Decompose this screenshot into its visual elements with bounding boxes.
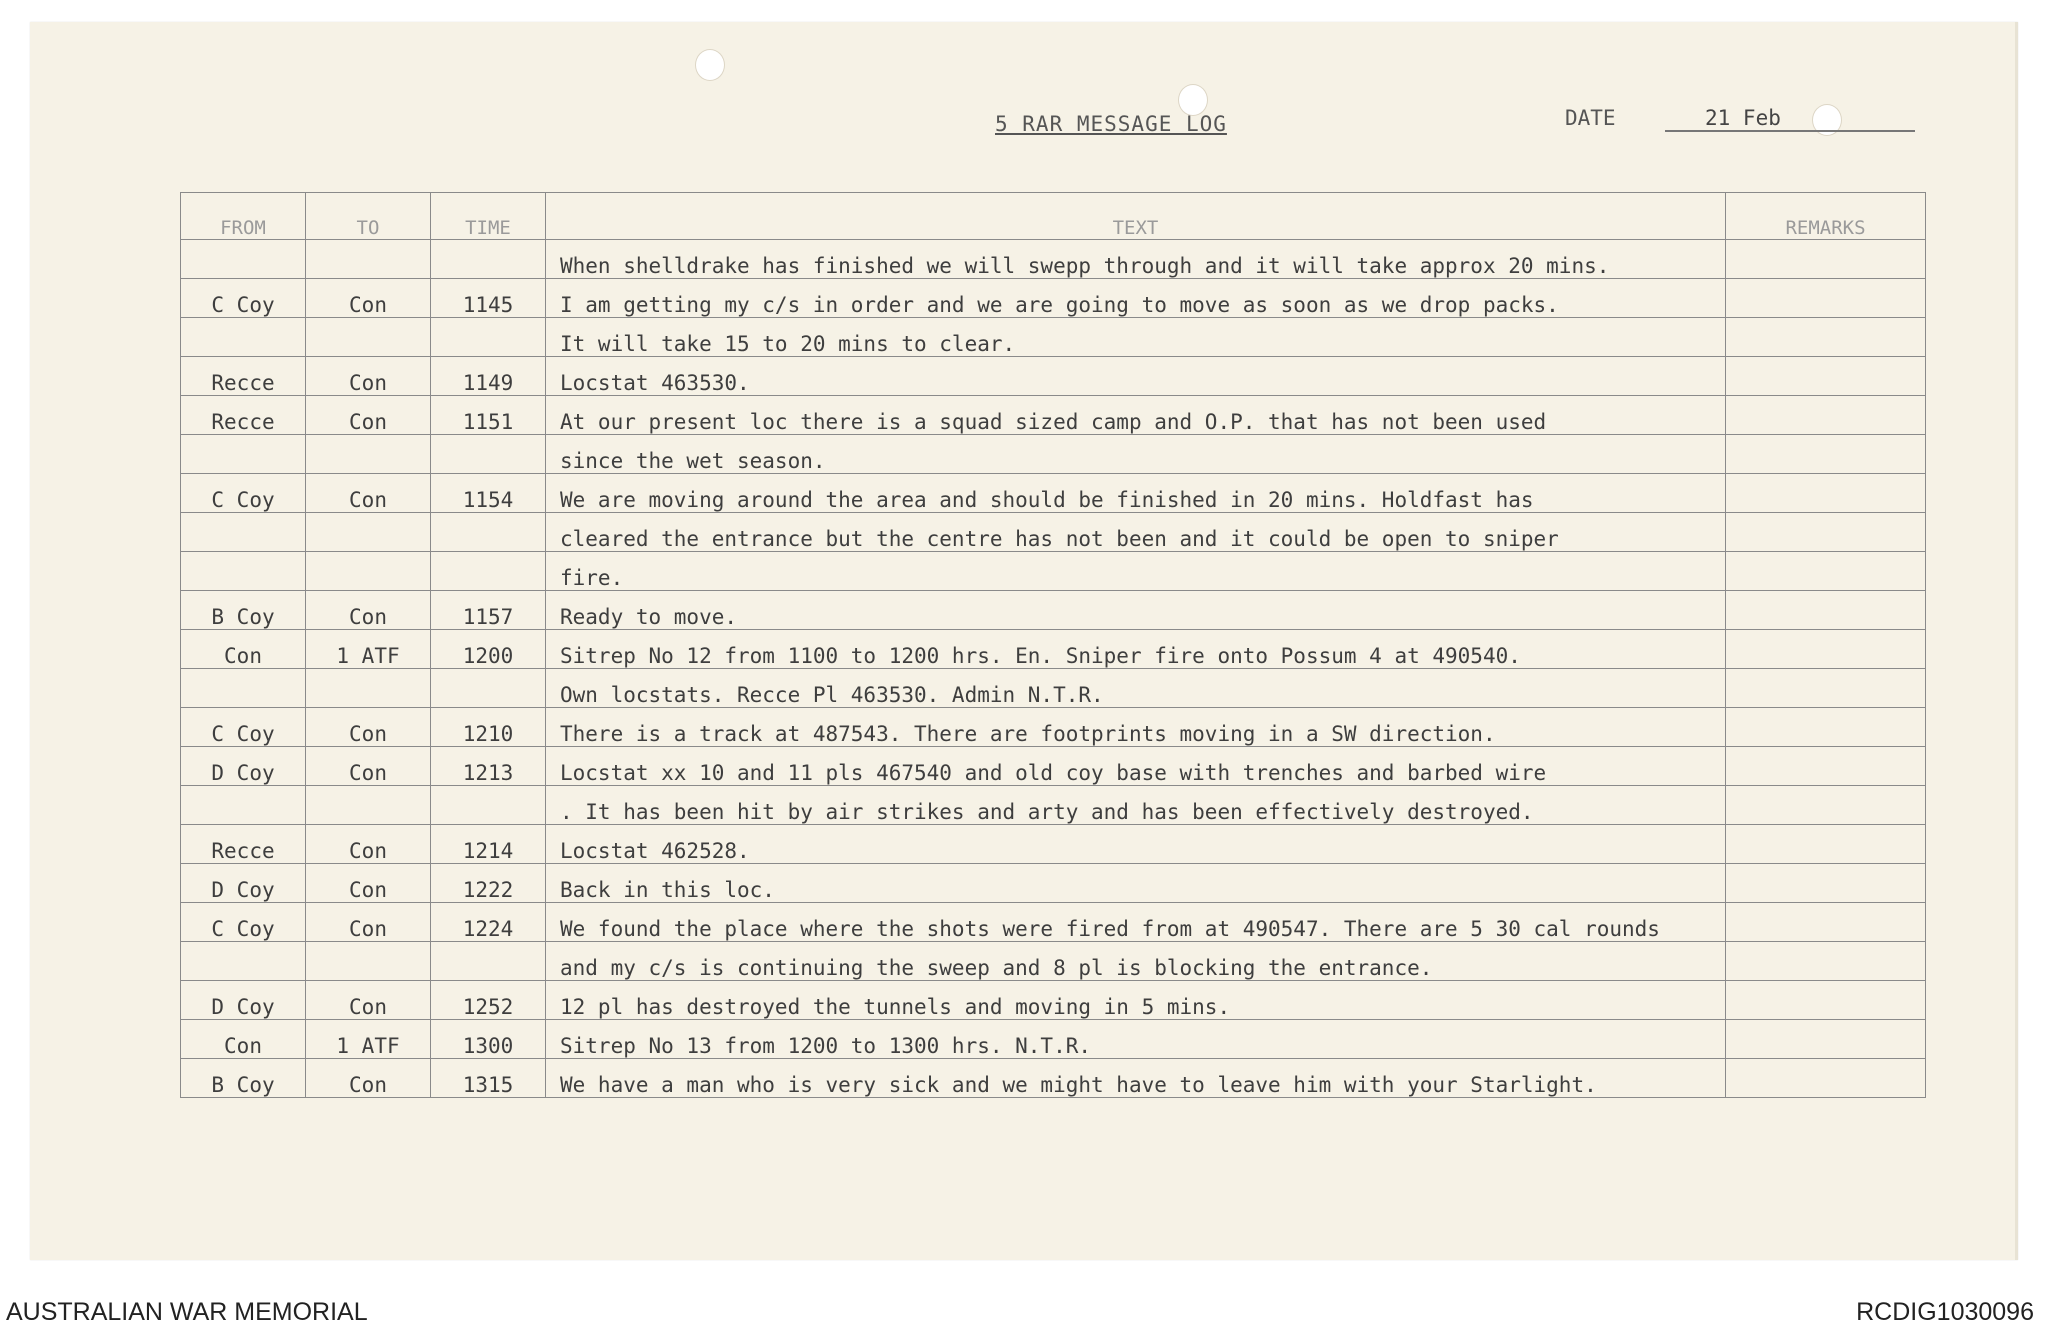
table-row [181, 591, 1926, 630]
table-row [181, 435, 1926, 474]
cell-remarks [1726, 981, 1926, 1020]
cell-from: C Coy [181, 474, 306, 513]
punch-hole [695, 49, 725, 81]
table-row [181, 942, 1926, 981]
cell-time: 1222 [431, 864, 546, 903]
date-label: DATE [1565, 106, 1616, 130]
table-row [181, 279, 1926, 318]
cell-time: 1149 [431, 357, 546, 396]
table-row [181, 747, 1926, 786]
cell-from [181, 318, 306, 357]
cell-time [431, 669, 546, 708]
table-row [181, 552, 1926, 591]
cell-to: Con [306, 708, 431, 747]
cell-time: 1210 [431, 708, 546, 747]
cell-to [306, 240, 431, 279]
cell-to: Con [306, 903, 431, 942]
table-row [181, 903, 1926, 942]
cell-time: 1154 [431, 474, 546, 513]
cell-to [306, 942, 431, 981]
cell-from [181, 786, 306, 825]
cell-from: Recce [181, 357, 306, 396]
cell-from: D Coy [181, 981, 306, 1020]
cell-remarks [1726, 942, 1926, 981]
cell-text: At our present loc there is a squad sized camp and O.P. that has not been used [546, 396, 1726, 435]
table-row [181, 1020, 1926, 1059]
cell-to: Con [306, 864, 431, 903]
cell-text: 12 pl has destroyed the tunnels and moving in 5 mins. [546, 981, 1726, 1020]
cell-remarks [1726, 630, 1926, 669]
cell-from [181, 513, 306, 552]
cell-text: We found the place where the shots were fired from at 490547. There are 5 30 cal rounds [546, 903, 1726, 942]
cell-to: Con [306, 474, 431, 513]
table-row [181, 1059, 1926, 1098]
cell-remarks [1726, 786, 1926, 825]
cell-text: . It has been hit by air strikes and arty and has been effectively destroyed. [546, 786, 1726, 825]
cell-to: Con [306, 825, 431, 864]
date-value: 21 Feb [1665, 106, 1915, 132]
cell-remarks [1726, 1059, 1926, 1098]
cell-to [306, 513, 431, 552]
cell-remarks [1726, 474, 1926, 513]
footer-source: AUSTRALIAN WAR MEMORIAL [6, 1298, 368, 1326]
table-row [181, 786, 1926, 825]
cell-remarks [1726, 708, 1926, 747]
table-row [181, 240, 1926, 279]
cell-time [431, 318, 546, 357]
cell-from: B Coy [181, 591, 306, 630]
cell-from: Recce [181, 396, 306, 435]
cell-to [306, 435, 431, 474]
cell-from: C Coy [181, 708, 306, 747]
cell-text: Locstat xx 10 and 11 pls 467540 and old coy base with trenches and barbed wire [546, 747, 1726, 786]
cell-time: 1157 [431, 591, 546, 630]
cell-to: 1 ATF [306, 1020, 431, 1059]
cell-time: 1252 [431, 981, 546, 1020]
cell-from: D Coy [181, 747, 306, 786]
table-header-row [181, 193, 1926, 240]
cell-remarks [1726, 435, 1926, 474]
cell-remarks [1726, 318, 1926, 357]
cell-from: C Coy [181, 903, 306, 942]
cell-text: Sitrep No 12 from 1100 to 1200 hrs. En. Sniper fire onto Possum 4 at 490540. [546, 630, 1726, 669]
message-log-table [180, 192, 1926, 1098]
cell-from: Recce [181, 825, 306, 864]
cell-time: 1145 [431, 279, 546, 318]
cell-to: Con [306, 279, 431, 318]
cell-remarks [1726, 552, 1926, 591]
table-row [181, 708, 1926, 747]
table-row [181, 669, 1926, 708]
cell-from [181, 669, 306, 708]
cell-text: Locstat 463530. [546, 357, 1726, 396]
cell-remarks [1726, 357, 1926, 396]
cell-text: since the wet season. [546, 435, 1726, 474]
cell-remarks [1726, 396, 1926, 435]
cell-to: Con [306, 591, 431, 630]
cell-remarks [1726, 825, 1926, 864]
cell-remarks [1726, 1020, 1926, 1059]
cell-time: 1300 [431, 1020, 546, 1059]
table-row [181, 318, 1926, 357]
cell-text: We have a man who is very sick and we might have to leave him with your Starlight. [546, 1059, 1726, 1098]
header-from: FROM [181, 193, 306, 240]
cell-remarks [1726, 513, 1926, 552]
cell-to: Con [306, 357, 431, 396]
table-row [181, 981, 1926, 1020]
document-title: 5 RAR MESSAGE LOG [995, 112, 1227, 136]
cell-text: I am getting my c/s in order and we are going to move as soon as we drop packs. [546, 279, 1726, 318]
cell-time [431, 240, 546, 279]
cell-text: Locstat 462528. [546, 825, 1726, 864]
cell-to [306, 786, 431, 825]
cell-remarks [1726, 240, 1926, 279]
document-sheet [30, 22, 2018, 1260]
cell-remarks [1726, 279, 1926, 318]
table-row [181, 630, 1926, 669]
cell-from [181, 942, 306, 981]
cell-to: Con [306, 396, 431, 435]
cell-from: B Coy [181, 1059, 306, 1098]
cell-to: 1 ATF [306, 630, 431, 669]
cell-time: 1214 [431, 825, 546, 864]
cell-remarks [1726, 669, 1926, 708]
cell-time [431, 513, 546, 552]
cell-time [431, 942, 546, 981]
cell-from: Con [181, 630, 306, 669]
cell-to [306, 552, 431, 591]
table-row [181, 513, 1926, 552]
table-row [181, 864, 1926, 903]
cell-time [431, 552, 546, 591]
cell-time: 1315 [431, 1059, 546, 1098]
cell-from: D Coy [181, 864, 306, 903]
table-row [181, 825, 1926, 864]
cell-time [431, 786, 546, 825]
cell-time: 1151 [431, 396, 546, 435]
cell-time: 1213 [431, 747, 546, 786]
cell-from: Con [181, 1020, 306, 1059]
table-row [181, 357, 1926, 396]
table-row [181, 474, 1926, 513]
cell-text: Ready to move. [546, 591, 1726, 630]
cell-remarks [1726, 864, 1926, 903]
footer-identifier: RCDIG1030096 [1856, 1298, 2034, 1326]
cell-text: cleared the entrance but the centre has not been and it could be open to sniper [546, 513, 1726, 552]
cell-text: Sitrep No 13 from 1200 to 1300 hrs. N.T.R. [546, 1020, 1726, 1059]
header-remarks: REMARKS [1726, 193, 1926, 240]
cell-text: fire. [546, 552, 1726, 591]
cell-from: C Coy [181, 279, 306, 318]
cell-from [181, 240, 306, 279]
cell-time: 1200 [431, 630, 546, 669]
cell-to: Con [306, 747, 431, 786]
cell-text: Back in this loc. [546, 864, 1726, 903]
table-row [181, 396, 1926, 435]
cell-remarks [1726, 903, 1926, 942]
cell-time: 1224 [431, 903, 546, 942]
cell-time [431, 435, 546, 474]
cell-remarks [1726, 591, 1926, 630]
cell-remarks [1726, 747, 1926, 786]
header-text: TEXT [546, 193, 1726, 240]
cell-to: Con [306, 981, 431, 1020]
cell-to: Con [306, 1059, 431, 1098]
cell-to [306, 669, 431, 708]
header-to: TO [306, 193, 431, 240]
cell-text: Own locstats. Recce Pl 463530. Admin N.T.R. [546, 669, 1726, 708]
cell-from [181, 552, 306, 591]
cell-from [181, 435, 306, 474]
cell-text: When shelldrake has finished we will swepp through and it will take approx 20 mins. [546, 240, 1726, 279]
header-time: TIME [431, 193, 546, 240]
cell-text: It will take 15 to 20 mins to clear. [546, 318, 1726, 357]
table-body [181, 240, 1926, 1098]
cell-to [306, 318, 431, 357]
cell-text: We are moving around the area and should be finished in 20 mins. Holdfast has [546, 474, 1726, 513]
cell-text: There is a track at 487543. There are footprints moving in a SW direction. [546, 708, 1726, 747]
cell-text: and my c/s is continuing the sweep and 8 pl is blocking the entrance. [546, 942, 1726, 981]
